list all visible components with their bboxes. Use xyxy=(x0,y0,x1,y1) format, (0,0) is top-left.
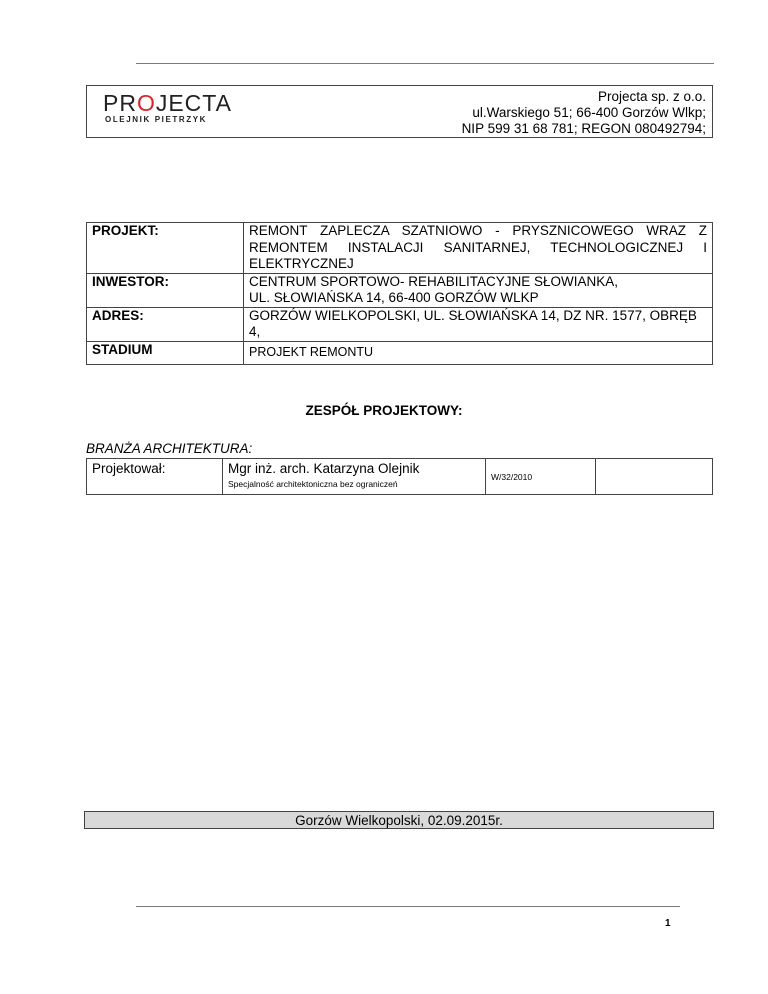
team-table xyxy=(86,458,713,495)
page-number: 1 xyxy=(665,918,671,929)
logo-wordmark: PROJECTA xyxy=(103,90,232,116)
table-row xyxy=(87,273,713,307)
projekt-value: REMONT ZAPLECZA SZATNIOWO - PRYSZNICOWEGO WRAZ Z REMONTEM INSTALACJI SANITARNEJ, TECHNOLOGICZNEJ I ELEKTRYCZNEJ xyxy=(244,223,713,274)
license-cell: W/32/2010 xyxy=(486,459,596,495)
person-specialty: Specjalność architektoniczna bez ograniczeń xyxy=(228,479,398,489)
branza-label: BRANŻA ARCHITEKTURA: xyxy=(86,441,253,456)
inwestor-line-2: UL. SŁOWIAŃSKA 14, 66-400 GORZÓW WLKP xyxy=(249,290,539,305)
table-row xyxy=(87,459,713,495)
company-info xyxy=(462,89,706,137)
company-ids: NIP 599 31 68 781; REGON 080492794; xyxy=(461,121,706,136)
role-cell: Projektował: xyxy=(87,459,223,495)
stadium-label: STADIUM xyxy=(87,341,244,364)
place-date-bar: Gorzów Wielkopolski, 02.09.2015r. xyxy=(84,811,714,829)
table-row xyxy=(87,341,713,364)
person-name: Mgr inż. arch. Katarzyna Olejnik xyxy=(228,461,420,476)
table-row xyxy=(87,223,713,274)
project-table xyxy=(86,222,713,365)
adres-label: ADRES: xyxy=(87,307,244,341)
company-name: Projecta sp. z o.o. xyxy=(597,89,706,104)
table-row xyxy=(87,307,713,341)
bottom-rule xyxy=(136,906,680,907)
adres-value: GORZÓW WIELKOPOLSKI, UL. SŁOWIAŃSKA 14, DZ NR. 1577, OBRĘB 4, xyxy=(244,307,713,341)
team-title: ZESPÓŁ PROJEKTOWY: xyxy=(305,403,463,418)
inwestor-line-1: CENTRUM SPORTOWO- REHABILITACYJNE SŁOWIANKA, xyxy=(249,273,619,289)
company-logo xyxy=(103,90,263,130)
projekt-label: PROJEKT: xyxy=(87,223,244,274)
company-address: ul.Warskiego 51; 66-400 Gorzów Wlkp; xyxy=(472,105,706,120)
signature-cell xyxy=(596,459,713,495)
stadium-value: PROJEKT REMONTU xyxy=(244,341,713,364)
logo-subtitle: OLEJNIK PIETRZYK xyxy=(105,115,208,124)
top-rule xyxy=(136,63,714,64)
inwestor-label: INWESTOR: xyxy=(87,273,244,307)
company-header xyxy=(86,85,713,138)
inwestor-value xyxy=(244,273,713,307)
person-cell xyxy=(223,459,486,495)
